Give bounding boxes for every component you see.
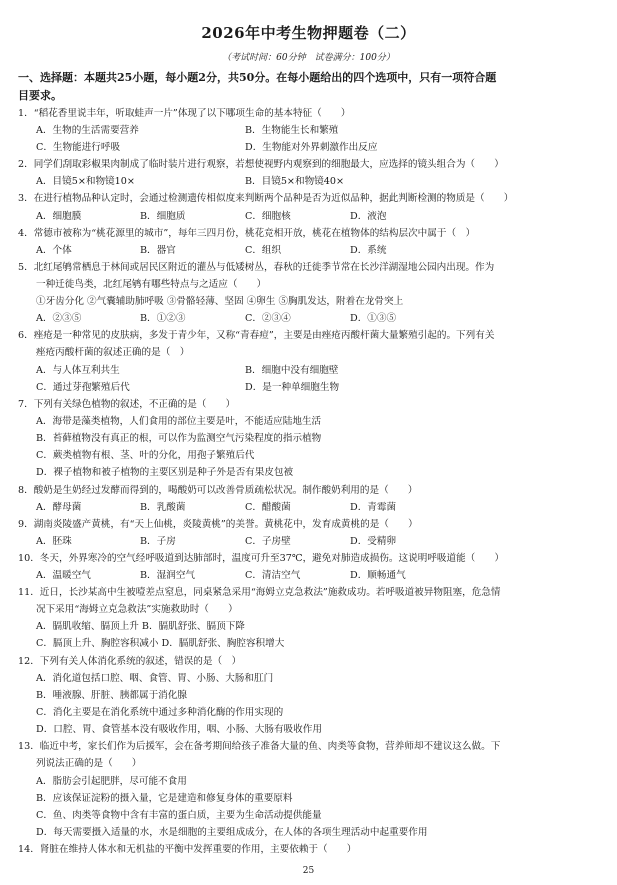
question-5-stem-cont: 一种迁徙鸟类，北红尾鸲有哪些特点与之适应（ ） bbox=[36, 279, 267, 290]
question-12-option-b: B．唾液腺、肝脏、胰都属于消化腺 bbox=[36, 690, 187, 701]
question-5-option-d: D．①③⑤ bbox=[350, 313, 397, 324]
question-9-option-b: B．子房 bbox=[140, 536, 176, 547]
question-5-option-c: C．②③④ bbox=[245, 313, 291, 324]
question-12-stem: 12．下列有关人体消化系统的叙述，错误的是（ ） bbox=[18, 656, 242, 667]
question-13-option-a: A．脂肪会引起肥胖，尽可能不食用 bbox=[36, 776, 187, 787]
question-10-option-d: D．顺畅通气 bbox=[350, 570, 406, 581]
question-13-stem: 13．临近中考，家长们作为后援军，会在备考期间给孩子准备大量的鱼、肉类等食物，营养师却不建议这么做。下 bbox=[18, 741, 501, 752]
question-10-option-b: B．湿润空气 bbox=[140, 570, 196, 581]
question-11-stem-cont: 况下采用“海姆立克急救法”实施救助时（ ） bbox=[36, 604, 238, 615]
question-7-option-d: D．裸子植物和被子植物的主要区别是种子外是否有果皮包被 bbox=[36, 467, 294, 478]
question-1-stem: 1．“稻花香里说丰年，听取蛙声一片”体现了以下哪项生命的基本特征（ ） bbox=[18, 108, 351, 119]
question-5-stem: 5．北红尾鸲常栖息于林间或居民区附近的灌丛与低矮树丛，春秋的迁徙季节常在长沙洋湖湿地公园内出现。作为 bbox=[18, 262, 495, 273]
question-13-option-c: C．鱼、肉类等食物中含有丰富的蛋白质，主要为生命活动提供能量 bbox=[36, 810, 322, 821]
exam-title: 2026年中考生物押题卷（二） bbox=[201, 24, 416, 42]
question-11-option-ab: A．膈肌收缩、膈顶上升 B．膈肌舒张、膈顶下降 bbox=[36, 621, 245, 632]
question-4-option-a: A．个体 bbox=[36, 245, 72, 256]
question-9-stem: 9．湖南炎陵盛产黄桃，有“天上仙桃，炎陵黄桃”的美誉。黄桃花中，发育成黄桃的是（ ） bbox=[18, 519, 418, 530]
question-10-option-a: A．温暖空气 bbox=[36, 570, 91, 581]
question-7-option-b: B．苔藓植物没有真正的根，可以作为监测空气污染程度的指示植物 bbox=[36, 433, 322, 444]
question-5-option-a: A．②③⑤ bbox=[36, 313, 82, 324]
question-1-option-c: C．生物能进行呼吸 bbox=[36, 142, 121, 153]
question-1-option-d: D．生物能对外界刺激作出反应 bbox=[245, 142, 378, 153]
question-3-option-a: A．细胞膜 bbox=[36, 211, 82, 222]
question-7-stem: 7．下列有关绿色植物的叙述，不正确的是（ ） bbox=[18, 399, 236, 410]
question-13-option-b: B．应该保证淀粉的摄入量，它是建造和修复身体的重要原料 bbox=[36, 793, 293, 804]
question-2-stem: 2．同学们刮取彩椒果肉制成了临时装片进行观察，若想使视野内观察到的细胞最大，应选择的镜头组合为（ ） bbox=[18, 159, 504, 170]
question-8-option-a: A．酵母菌 bbox=[36, 502, 82, 513]
question-2-option-b: B．目镜5×和物镜40× bbox=[245, 176, 345, 187]
section-heading-cont: 目要求。 bbox=[18, 89, 62, 102]
question-6-option-b: B．细胞中没有细胞壁 bbox=[245, 365, 339, 376]
question-4-option-c: C．组织 bbox=[245, 245, 282, 256]
section-heading: 一、选择题：本题共25小题，每小题2分，共50分。在每小题给出的四个选项中，只有一项符合题 bbox=[18, 71, 497, 84]
question-2-option-a: A．目镜5×和物镜10× bbox=[36, 176, 135, 187]
question-8-stem: 8．酸奶是生奶经过发酵而得到的，喝酸奶可以改善骨质疏松状况。制作酸奶利用的是（ ） bbox=[18, 485, 418, 496]
question-8-option-c: C．醋酸菌 bbox=[245, 502, 291, 513]
question-4-option-b: B．器官 bbox=[140, 245, 176, 256]
question-1-option-b: B．生物能生长和繁殖 bbox=[245, 125, 339, 136]
question-8-option-d: D．青霉菌 bbox=[350, 502, 397, 513]
question-11-option-cd: C．膈顶上升、胸腔容积减小 D．膈肌舒张、胸腔容积增大 bbox=[36, 638, 285, 649]
question-6-stem: 6．痤疮是一种常见的皮肤病，多发于青少年，又称“青春痘”，主要是由痤疮丙酸杆菌大量繁殖引起的。下列有关 bbox=[18, 330, 495, 341]
question-7-option-a: A．海带是藻类植物，人们食用的部位主要是叶，不能适应陆地生活 bbox=[36, 416, 322, 427]
exam-subtitle: （考试时间：60分钟 试卷满分：100分） bbox=[222, 53, 395, 63]
question-3-option-d: D．液泡 bbox=[350, 211, 387, 222]
question-13-stem-cont: 列说法正确的是（ ） bbox=[36, 758, 142, 769]
question-6-stem-cont: 痤疮丙酸杆菌的叙述正确的是（ ） bbox=[36, 347, 190, 358]
question-9-option-a: A．胚珠 bbox=[36, 536, 72, 547]
question-5-items: ①牙齿分化 ②气囊辅助肺呼吸 ③骨骼轻薄、坚固 ④卵生 ⑤胸肌发达，附着在龙骨突上 bbox=[36, 296, 404, 307]
question-6-option-c: C．通过芽孢繁殖后代 bbox=[36, 382, 130, 393]
question-3-option-c: C．细胞核 bbox=[245, 211, 291, 222]
page-number: 25 bbox=[302, 866, 315, 876]
question-14-stem: 14．肾脏在维持人体水和无机盐的平衡中发挥重要的作用，主要依赖于（ ） bbox=[18, 844, 357, 855]
question-12-option-d: D．口腔、胃、食管基本没有吸收作用，咽、小肠、大肠有吸收作用 bbox=[36, 724, 322, 735]
question-6-option-d: D．是一种单细胞生物 bbox=[245, 382, 340, 393]
question-1-option-a: A．生物的生活需要营养 bbox=[36, 125, 139, 136]
question-12-option-c: C．消化主要是在消化系统中通过多种消化酶的作用实现的 bbox=[36, 707, 284, 718]
question-10-stem: 10．冬天，外界寒冷的空气经呼吸道到达肺部时，温度可升至37℃，避免对肺造成损伤。这说明呼吸道能（ ） bbox=[18, 553, 505, 564]
question-11-stem: 11．近日，长沙某高中生被噎差点窒息，同桌紧急采用“海姆立克急救法”施救成功。若呼吸道被异物阻塞，危急情 bbox=[18, 587, 501, 598]
question-8-option-b: B．乳酸菌 bbox=[140, 502, 186, 513]
question-3-option-b: B．细胞质 bbox=[140, 211, 186, 222]
question-10-option-c: C．清洁空气 bbox=[245, 570, 301, 581]
question-4-option-d: D．系统 bbox=[350, 245, 387, 256]
question-9-option-d: D．受精卵 bbox=[350, 536, 397, 547]
question-9-option-c: C．子房壁 bbox=[245, 536, 291, 547]
question-5-option-b: B．①②③ bbox=[140, 313, 186, 324]
question-4-stem: 4．常德市被称为“桃花源里的城市”，每年三四月份，桃花竞相开放，桃花在植物体的结构层次中属于（ ） bbox=[18, 228, 476, 239]
question-13-option-d: D．每天需要摄入适量的水，水是细胞的主要组成成分，在人体的各项生理活动中起重要作用 bbox=[36, 827, 428, 838]
question-3-stem: 3．在进行植物品种认定时，会通过检测遗传相似度来判断两个品种是否为近似品种，据此判断检测的物质是（ ） bbox=[18, 193, 514, 204]
question-12-option-a: A．消化道包括口腔、咽、食管、胃、小肠、大肠和肛门 bbox=[36, 673, 274, 684]
question-6-option-a: A．与人体互利共生 bbox=[36, 365, 120, 376]
question-7-option-c: C．蕨类植物有根、茎、叶的分化，用孢子繁殖后代 bbox=[36, 450, 255, 461]
